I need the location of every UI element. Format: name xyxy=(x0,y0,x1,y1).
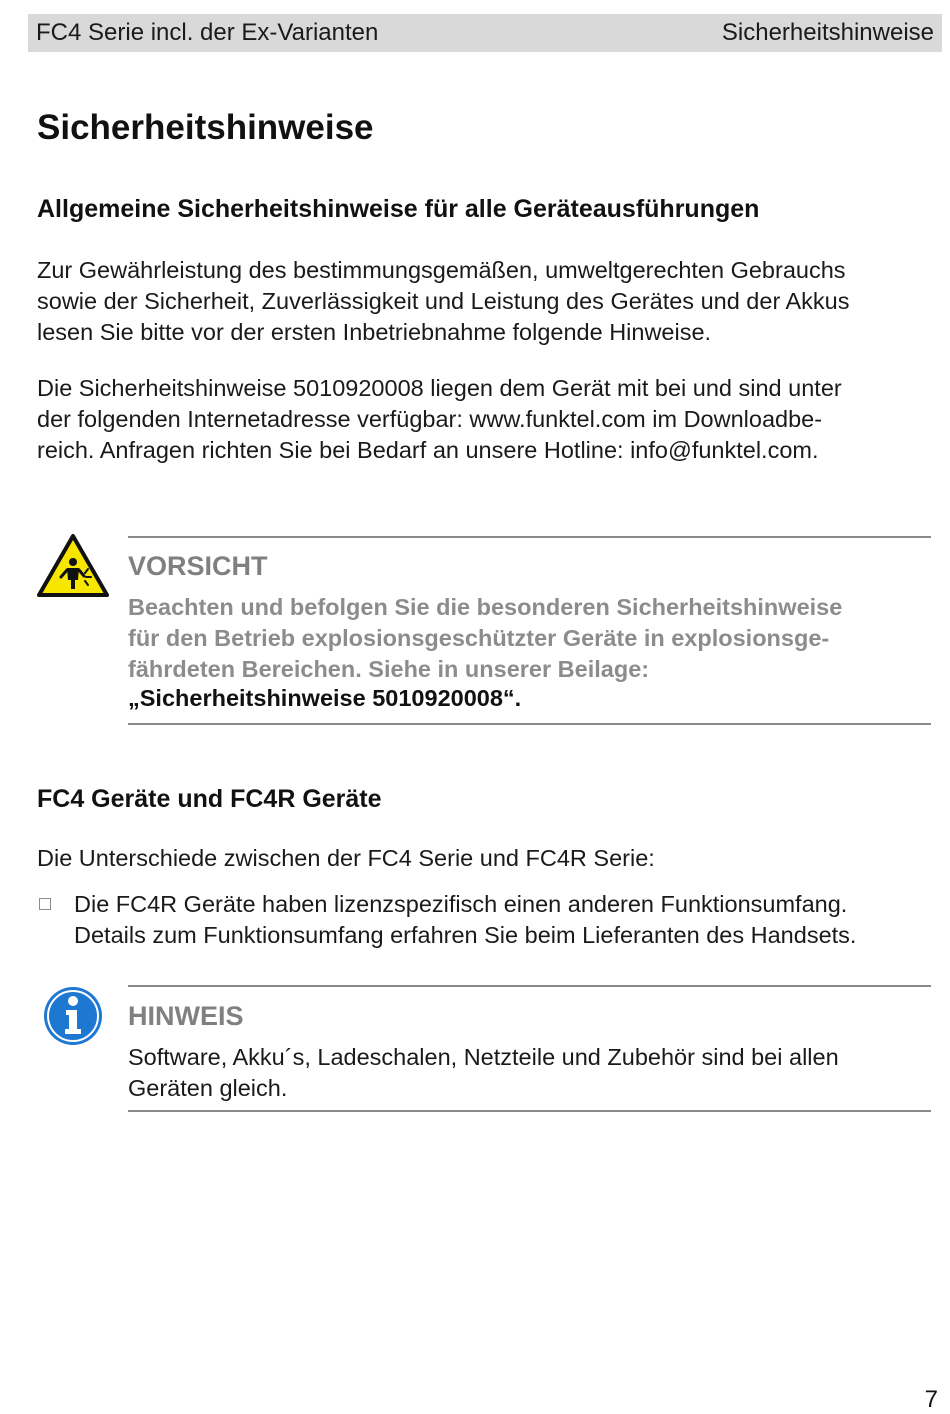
caution-text xyxy=(128,592,928,685)
bullet-item xyxy=(74,889,942,951)
paragraph-hotline xyxy=(37,373,942,466)
text-line: für den Betrieb explosionsgeschützter Geräte in explosionsge- xyxy=(128,625,830,651)
header-left: FC4 Serie incl. der Ex-Varianten xyxy=(36,19,379,46)
caution-reference: „Sicherheitshinweise 5010920008“. xyxy=(128,685,522,711)
caution-bottom-rule xyxy=(128,723,931,725)
text-line: Die FC4R Geräte haben lizenzspezifisch einen anderen Funktionsumfang. xyxy=(74,891,848,917)
text-line: Die Sicherheitshinweise 5010920008 liegen dem Gerät mit bei und sind unter xyxy=(37,375,842,401)
section-heading-fc4: FC4 Geräte und FC4R Geräte xyxy=(37,785,382,813)
text-line: der folgenden Internetadresse verfügbar: www.funktel.com im Downloadbe- xyxy=(37,406,823,432)
text-line: Geräten gleich. xyxy=(128,1075,288,1101)
text-line: lesen Sie bitte vor der ersten Inbetriebnahme folgende Hinweise. xyxy=(37,319,712,345)
caution-top-rule xyxy=(128,536,931,538)
paragraph-intro xyxy=(37,255,942,348)
caution-title: VORSICHT xyxy=(128,551,268,581)
section-heading-general: Allgemeine Sicherheitshinweise für alle Geräteausführungen xyxy=(37,195,760,223)
text-line: Details zum Funktionsumfang erfahren Sie beim Lieferanten des Handsets. xyxy=(74,922,857,948)
page-number: 7 xyxy=(924,1386,938,1413)
bullet-square-icon xyxy=(39,898,51,910)
text-line: Software, Akku´s, Ladeschalen, Netzteile und Zubehör sind bei allen xyxy=(128,1044,839,1070)
note-top-rule xyxy=(128,985,931,987)
text-line: reich. Anfragen richten Sie bei Bedarf an unsere Hotline: info@funktel.com. xyxy=(37,437,819,463)
text-line: fährdeten Bereichen. Siehe in unserer Beilage: xyxy=(128,656,650,682)
header-right: Sicherheitshinweise xyxy=(721,19,934,46)
note-text xyxy=(128,1042,928,1104)
page-title: Sicherheitshinweise xyxy=(37,108,374,147)
note-title: HINWEIS xyxy=(128,1001,244,1031)
note-bottom-rule xyxy=(128,1110,931,1112)
section-intro: Die Unterschiede zwischen der FC4 Serie und FC4R Serie: xyxy=(37,845,655,871)
info-icon xyxy=(42,985,104,1047)
text-line: Beachten und befolgen Sie die besonderen Sicherheitshinweise xyxy=(128,594,843,620)
explosion-hazard-warning-icon xyxy=(36,533,110,599)
text-line: sowie der Sicherheit, Zuverlässigkeit und Leistung des Gerätes und der Akkus xyxy=(37,288,850,314)
running-header xyxy=(28,14,942,52)
text-line: Zur Gewährleistung des bestimmungsgemäßen, umweltgerechten Gebrauchs xyxy=(37,257,846,283)
